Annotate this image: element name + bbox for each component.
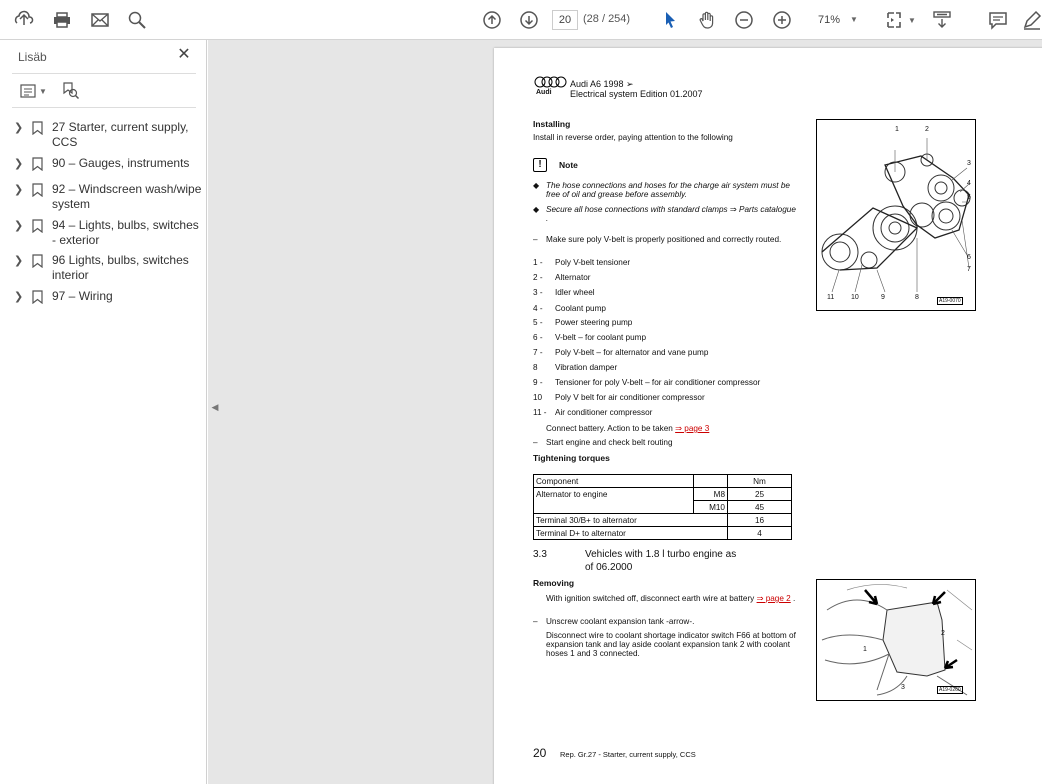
bookmark-item[interactable] <box>14 218 204 248</box>
figure-code: A19-0260 <box>939 687 961 693</box>
torques-heading: Tightening torques <box>533 453 610 463</box>
bookmarks-sidebar <box>0 40 207 784</box>
table-row <box>534 501 792 514</box>
table-row <box>534 514 792 527</box>
figure-label: 3 <box>901 684 905 691</box>
page-link[interactable]: ⇒ page 2 <box>756 594 791 603</box>
fit-page-icon[interactable] <box>883 8 907 32</box>
bookmark-label: 96 Lights, bulbs, switches interior <box>52 253 189 282</box>
dash: – <box>533 617 538 626</box>
scroll-mode-icon[interactable] <box>930 8 954 32</box>
bookmark-icon <box>32 253 52 283</box>
close-icon[interactable]: ✕ <box>177 46 191 63</box>
bookmark-icon <box>32 182 52 212</box>
note-label: Note <box>559 160 578 170</box>
section-title: Vehicles with 1.8 l turbo engine as <box>585 549 737 560</box>
options-list-icon <box>20 84 36 98</box>
expansion-tank-diagram <box>817 580 974 699</box>
table-row <box>534 488 792 501</box>
bookmark-item[interactable] <box>14 156 204 175</box>
figure-label: 3 <box>967 160 971 167</box>
figure-label: 2 <box>925 126 929 133</box>
bookmark-label: 94 – Lights, bulbs, switches - exterior <box>52 218 199 247</box>
note-bullet: The hose connections and hoses for the charge air system must be free of oil and grease before assembly. <box>546 181 790 199</box>
divider <box>12 73 196 74</box>
chevron-right-icon[interactable]: ❯ <box>14 220 24 232</box>
torque-table <box>533 474 792 540</box>
note-icon: ! <box>533 158 547 172</box>
table-cell: M8 <box>694 488 728 501</box>
step-text: Make sure poly V-belt is properly positioned and correctly routed. <box>546 235 782 244</box>
comment-icon[interactable] <box>986 8 1010 32</box>
bookmark-icon <box>32 120 52 150</box>
table-cell <box>534 501 694 514</box>
pdf-page <box>494 48 1042 784</box>
step-text: Disconnect wire to coolant shortage indicator switch F66 at bottom of expansion tank and lay aside coolant expansion tank 2 with coolant hoses 1 and 3 connected. <box>546 631 796 658</box>
find-bookmark-button[interactable] <box>62 82 80 100</box>
bookmark-search-icon <box>62 82 80 100</box>
legend-item: 5 - Power steering pump <box>533 318 633 327</box>
removing-heading: Removing <box>533 578 575 588</box>
divider <box>12 107 196 108</box>
figure-label: 11 <box>827 294 835 301</box>
belt-drive-figure <box>816 119 976 311</box>
search-icon[interactable] <box>125 8 149 32</box>
zoom-value: 71% <box>818 14 841 26</box>
chevron-right-icon[interactable]: ❯ <box>14 291 24 303</box>
table-cell: 4 <box>728 527 792 540</box>
table-header: Nm <box>728 475 792 488</box>
page-link[interactable]: ⇒ page 3 <box>675 424 710 433</box>
legend-item: 2 - Alternator <box>533 273 591 282</box>
bookmark-icon <box>32 218 52 248</box>
figure-label: 2 <box>941 630 945 637</box>
table-cell: M10 <box>694 501 728 514</box>
installing-heading: Installing <box>533 119 571 129</box>
dash: – <box>533 235 538 244</box>
zoom-select[interactable] <box>806 10 862 30</box>
legend-item: 6 - V-belt – for coolant pump <box>533 333 647 342</box>
audi-logo-text: Audi <box>536 89 552 96</box>
chevron-down-icon: ▼ <box>850 15 858 24</box>
doc-model: Audi A6 1998 ➢ <box>570 79 634 89</box>
email-icon[interactable] <box>88 8 112 32</box>
previous-page-icon[interactable] <box>480 8 504 32</box>
bookmark-label: 27 Starter, current supply, CCS <box>52 120 189 149</box>
next-page-icon[interactable] <box>517 8 541 32</box>
table-cell: Terminal 30/B+ to alternator <box>534 514 728 527</box>
figure-label: 9 <box>881 294 885 301</box>
bookmark-item[interactable] <box>14 120 204 150</box>
step-text: With ignition switched off, disconnect earth wire at battery ⇒ page 2 . <box>546 594 796 603</box>
bookmark-label: 90 – Gauges, instruments <box>52 156 190 170</box>
section-number: 3.3 <box>533 549 547 560</box>
page-count: (28 / 254) <box>583 13 631 25</box>
table-cell: 25 <box>728 488 792 501</box>
chevron-right-icon[interactable]: ❯ <box>14 184 24 196</box>
bookmark-icon <box>32 156 52 175</box>
table-cell: Alternator to engine <box>534 488 694 501</box>
bullet-icon: ◆ <box>533 205 540 214</box>
step-text: Unscrew coolant expansion tank -arrow-. <box>546 617 695 626</box>
zoom-out-icon[interactable] <box>732 8 756 32</box>
connect-battery-text: Connect battery. Action to be taken ⇒ page 3 <box>546 424 710 433</box>
figure-label: 6 <box>967 254 971 261</box>
bookmark-item[interactable] <box>14 182 204 212</box>
legend-item: 8 Vibration damper <box>533 363 618 372</box>
legend-item: 10 Poly V belt for air conditioner compressor <box>533 393 705 402</box>
chevron-right-icon[interactable]: ❯ <box>14 158 24 170</box>
print-icon[interactable] <box>50 8 74 32</box>
bookmark-item[interactable] <box>14 289 204 308</box>
page-footer: Rep. Gr.27 - Starter, current supply, CCS <box>560 750 696 759</box>
zoom-in-icon[interactable] <box>770 8 794 32</box>
page-number-input[interactable]: 20 <box>552 10 578 30</box>
belt-drive-diagram <box>817 120 974 309</box>
page-number: 20 <box>533 746 547 760</box>
figure-label: 7 <box>967 266 971 273</box>
doc-header: Electrical system Edition 01.2007 <box>570 89 703 99</box>
bullet-icon: ◆ <box>533 181 540 190</box>
figure-label: 10 <box>851 294 859 301</box>
step-text: Start engine and check belt routing <box>546 438 673 447</box>
bookmark-icon <box>32 289 52 308</box>
legend-item: 1 - Poly V-belt tensioner <box>533 258 631 267</box>
figure-label: 8 <box>915 294 919 301</box>
dash: – <box>533 438 538 447</box>
table-cell: 45 <box>728 501 792 514</box>
audi-rings-logo <box>534 76 568 88</box>
bookmark-label: 92 – Windscreen wash/wipe system <box>52 182 202 211</box>
legend-item: 9 - Tensioner for poly V-belt – for air conditioner compressor <box>533 378 761 387</box>
figure-label: 4 <box>967 180 971 187</box>
legend-item: 7 - Poly V-belt – for alternator and vane pump <box>533 348 709 357</box>
hand-tool-icon[interactable] <box>695 8 719 32</box>
sidebar-title: Lisäb <box>18 50 47 64</box>
figure-label: 1 <box>895 126 899 133</box>
chevron-right-icon[interactable]: ❯ <box>14 255 24 267</box>
legend-item: 3 - Idler wheel <box>533 288 595 297</box>
table-cell: Terminal D+ to alternator <box>534 527 728 540</box>
section-title: of 06.2000 <box>585 562 633 573</box>
figure-label: 5 <box>967 194 971 201</box>
figure-label: 1 <box>863 646 867 653</box>
bookmark-label: 97 – Wiring <box>52 289 113 303</box>
document-viewport[interactable] <box>208 40 1042 784</box>
legend-item: 4 - Coolant pump <box>533 304 606 313</box>
table-cell: 16 <box>728 514 792 527</box>
note-bullet: Secure all hose connections with standard clamps ⇒ Parts catalogue . <box>546 205 796 223</box>
chevron-down-icon: ▼ <box>39 86 47 96</box>
table-header: Component <box>534 475 694 488</box>
select-cursor-icon[interactable] <box>658 8 682 32</box>
collapse-sidebar-icon[interactable]: ◀ <box>211 402 219 412</box>
expansion-tank-figure <box>816 579 976 701</box>
legend-item: 11 - Air conditioner compressor <box>533 408 653 417</box>
figure-code: A19-0070 <box>939 298 961 304</box>
installing-text: Install in reverse order, paying attention to the following <box>533 133 733 142</box>
chevron-right-icon[interactable]: ❯ <box>14 122 24 134</box>
pen-icon[interactable] <box>1020 8 1042 32</box>
bookmark-item[interactable] <box>14 253 204 283</box>
toolbar <box>0 0 1042 40</box>
table-row <box>534 527 792 540</box>
table-header-row <box>534 475 792 488</box>
bookmark-options-button[interactable] <box>20 82 47 100</box>
upload-icon[interactable] <box>12 8 36 32</box>
fit-menu-chevron-icon[interactable]: ▼ <box>908 15 916 25</box>
